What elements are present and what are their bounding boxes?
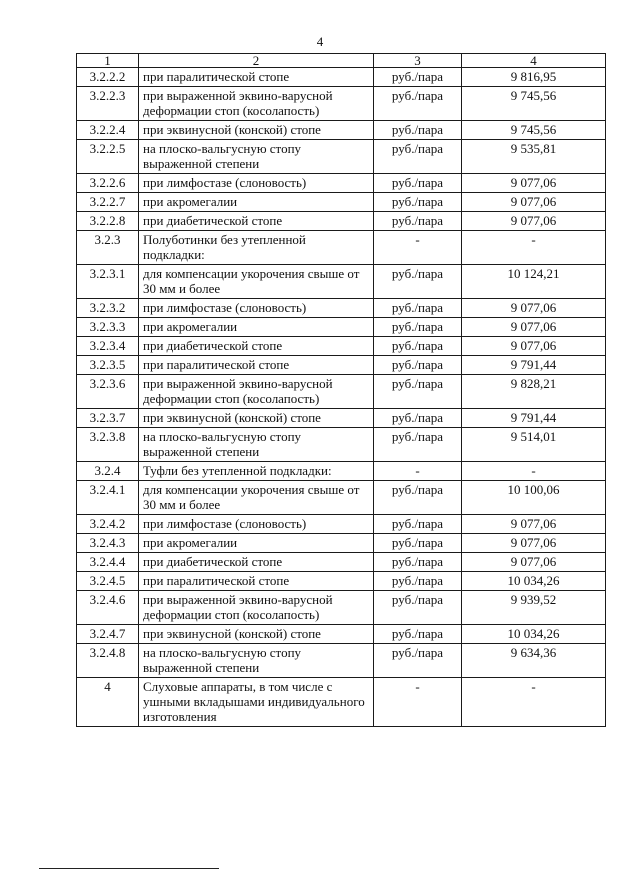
row-code: 3.2.2.8 [77,212,139,231]
row-code: 3.2.4.1 [77,481,139,515]
row-unit: руб./пара [374,193,462,212]
table-row [77,591,606,625]
row-name: при лимфостазе (слоновость) [139,515,374,534]
row-price: 9 828,21 [462,375,606,409]
row-name: при выраженной эквино-варусной деформации стоп (косолапость) [139,375,374,409]
table-row [77,572,606,591]
column-header-3: 3 [374,54,462,68]
row-unit: руб./пара [374,625,462,644]
row-unit: руб./пара [374,121,462,140]
row-name: при акромегалии [139,318,374,337]
row-price: - [462,678,606,727]
row-price: 9 634,36 [462,644,606,678]
row-price: 10 034,26 [462,572,606,591]
row-code: 3.2.2.3 [77,87,139,121]
table-row [77,678,606,727]
table-body [77,68,606,727]
row-name: при паралитической стопе [139,356,374,375]
table-row [77,409,606,428]
row-price: 9 077,06 [462,515,606,534]
row-price: - [462,462,606,481]
row-code: 3.2.4 [77,462,139,481]
row-name: при эквинусной (конской) стопе [139,625,374,644]
table-row [77,231,606,265]
row-price: 9 816,95 [462,68,606,87]
row-unit: руб./пара [374,553,462,572]
row-code: 3.2.4.5 [77,572,139,591]
row-price: 9 745,56 [462,87,606,121]
table-row [77,121,606,140]
row-name: при эквинусной (конской) стопе [139,121,374,140]
table-row [77,553,606,572]
table-row [77,318,606,337]
row-price: 9 077,06 [462,174,606,193]
row-price: 10 100,06 [462,481,606,515]
row-code: 3.2.4.7 [77,625,139,644]
row-price: 9 077,06 [462,193,606,212]
row-name: при лимфостазе (слоновость) [139,299,374,318]
table-row [77,68,606,87]
row-code: 4 [77,678,139,727]
row-price: 9 939,52 [462,591,606,625]
row-name: при акромегалии [139,193,374,212]
row-unit: руб./пара [374,265,462,299]
row-price: 9 077,06 [462,318,606,337]
row-code: 3.2.3.1 [77,265,139,299]
row-price: 9 791,44 [462,409,606,428]
table-row [77,644,606,678]
row-price: 9 077,06 [462,212,606,231]
row-code: 3.2.3.8 [77,428,139,462]
row-price: 9 791,44 [462,356,606,375]
table-row [77,140,606,174]
row-name: при акромегалии [139,534,374,553]
table-row [77,265,606,299]
row-code: 3.2.4.2 [77,515,139,534]
row-name: при выраженной эквино-варусной деформации стоп (косолапость) [139,591,374,625]
row-name: на плоско-вальгусную стопу выраженной степени [139,428,374,462]
column-header-4: 4 [462,54,606,68]
row-unit: руб./пара [374,337,462,356]
row-name: Слуховые аппараты, в том числе с ушными вкладышами индивидуального изготовления [139,678,374,727]
table-row [77,428,606,462]
row-unit: руб./пара [374,481,462,515]
price-table [76,53,606,727]
column-header-2: 2 [139,54,374,68]
row-unit: - [374,678,462,727]
row-code: 3.2.2.5 [77,140,139,174]
table-row [77,299,606,318]
table-header-row [77,54,606,68]
row-name: при паралитической стопе [139,572,374,591]
row-unit: - [374,462,462,481]
row-price: 9 077,06 [462,553,606,572]
row-price: - [462,231,606,265]
row-code: 3.2.2.7 [77,193,139,212]
row-unit: руб./пара [374,515,462,534]
column-header-1: 1 [77,54,139,68]
row-unit: руб./пара [374,68,462,87]
table-row [77,356,606,375]
row-name: при эквинусной (конской) стопе [139,409,374,428]
row-price: 9 535,81 [462,140,606,174]
row-code: 3.2.3.2 [77,299,139,318]
table-row [77,481,606,515]
row-code: 3.2.3 [77,231,139,265]
row-unit: руб./пара [374,409,462,428]
row-code: 3.2.3.4 [77,337,139,356]
table-row [77,87,606,121]
row-code: 3.2.3.6 [77,375,139,409]
row-unit: - [374,231,462,265]
table-row [77,375,606,409]
row-price: 9 077,06 [462,534,606,553]
row-unit: руб./пара [374,318,462,337]
row-code: 3.2.3.7 [77,409,139,428]
row-name: при диабетической стопе [139,553,374,572]
row-code: 3.2.3.5 [77,356,139,375]
row-code: 3.2.4.6 [77,591,139,625]
table-row [77,515,606,534]
row-name: при диабетической стопе [139,212,374,231]
row-name: при диабетической стопе [139,337,374,356]
row-name: для компенсации укорочения свыше от 30 мм и более [139,481,374,515]
row-code: 3.2.4.3 [77,534,139,553]
row-code: 3.2.3.3 [77,318,139,337]
table-row [77,174,606,193]
row-unit: руб./пара [374,644,462,678]
row-code: 3.2.4.8 [77,644,139,678]
table-row [77,462,606,481]
row-name: на плоско-вальгусную стопу выраженной степени [139,644,374,678]
table-row [77,625,606,644]
row-name: при паралитической стопе [139,68,374,87]
table-row [77,212,606,231]
row-name: при выраженной эквино-варусной деформации стоп (косолапость) [139,87,374,121]
table-row [77,193,606,212]
row-unit: руб./пара [374,87,462,121]
row-price: 10 124,21 [462,265,606,299]
row-price: 9 077,06 [462,299,606,318]
row-unit: руб./пара [374,375,462,409]
row-unit: руб./пара [374,212,462,231]
table-row [77,337,606,356]
row-price: 9 514,01 [462,428,606,462]
footnote-rule [39,868,219,869]
row-price: 9 745,56 [462,121,606,140]
row-unit: руб./пара [374,299,462,318]
row-name: Туфли без утепленной подкладки: [139,462,374,481]
row-code: 3.2.2.4 [77,121,139,140]
row-price: 9 077,06 [462,337,606,356]
row-unit: руб./пара [374,356,462,375]
row-unit: руб./пара [374,428,462,462]
row-price: 10 034,26 [462,625,606,644]
page-number: 4 [316,34,324,49]
row-name: при лимфостазе (слоновость) [139,174,374,193]
row-name: на плоско-вальгусную стопу выраженной степени [139,140,374,174]
row-code: 3.2.4.4 [77,553,139,572]
row-unit: руб./пара [374,591,462,625]
row-unit: руб./пара [374,534,462,553]
row-name: для компенсации укорочения свыше от 30 мм и более [139,265,374,299]
row-unit: руб./пара [374,140,462,174]
row-unit: руб./пара [374,174,462,193]
row-unit: руб./пара [374,572,462,591]
row-code: 3.2.2.6 [77,174,139,193]
row-code: 3.2.2.2 [77,68,139,87]
row-name: Полуботинки без утепленной подкладки: [139,231,374,265]
table-row [77,534,606,553]
